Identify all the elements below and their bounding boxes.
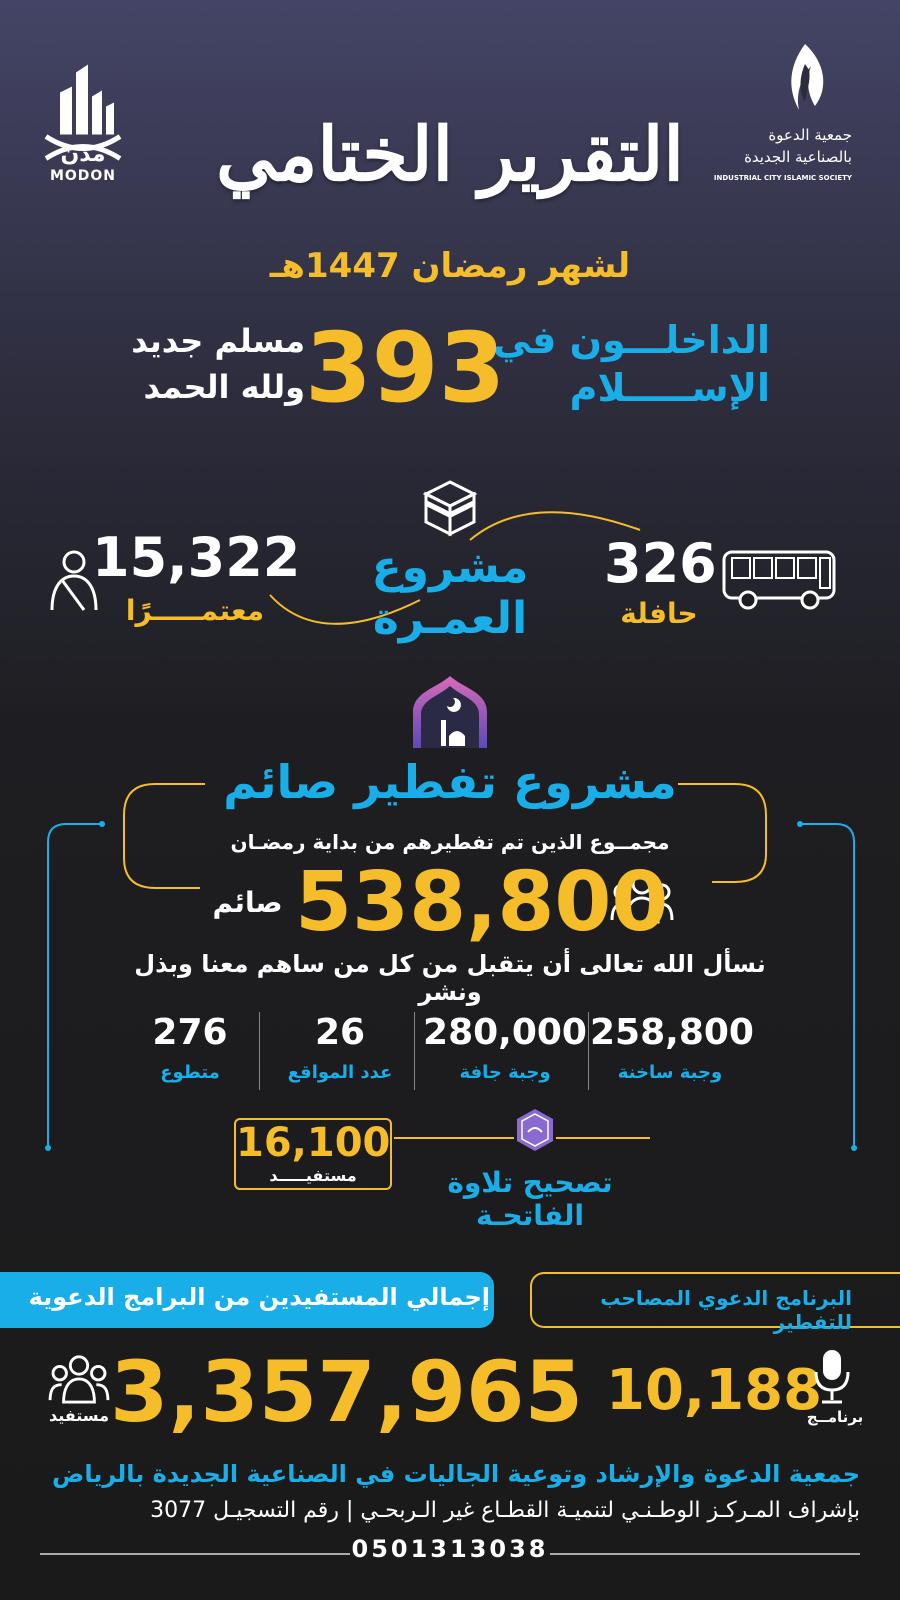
- converts-text-line1: مسلم جديد: [131, 322, 305, 360]
- pilgrims-number: 15,322: [92, 526, 301, 589]
- stat-value-volunteers: 276: [152, 1012, 228, 1053]
- stat-value-hot-meals: 258,800: [590, 1012, 754, 1053]
- iftar-number: 538,800: [295, 855, 669, 950]
- footer-supervision: بإشراف المـركـز الوطـنـي لتنميـة القطـاع غير الـربحـي | رقم التسجيـل 3077: [150, 1498, 860, 1523]
- report-title: التقرير الختامي: [216, 112, 684, 198]
- society-name-en: INDUSTRIAL CITY ISLAMIC SOCIETY: [713, 174, 852, 182]
- buses-label: حافلة: [620, 597, 698, 630]
- stat-value-dry-meals: 280,000: [423, 1012, 587, 1053]
- program-title: البرنامج الدعوي المصاحب للتفطير: [600, 1286, 852, 1334]
- fatiha-number: 16,100: [236, 1120, 391, 1166]
- society-name-ar-line1: جمعية الدعوة: [768, 126, 852, 144]
- modon-name-en: MODON: [49, 168, 117, 184]
- fatiha-title: تصحيح تلاوة الفاتحـة: [447, 1166, 613, 1232]
- iftar-title: مشروع تفطير صائم: [223, 755, 677, 809]
- converts-number: 393: [305, 312, 506, 424]
- converts-text-line2: ولله الحمد: [143, 368, 305, 406]
- society-name-ar-line2: بالصناعية الجديدة: [744, 148, 852, 166]
- stat-label-locations: عدد المواقع: [287, 1062, 393, 1083]
- footer-phone[interactable]: 0501313038: [351, 1535, 549, 1563]
- umrah-title: مشروع العمـرة: [371, 542, 529, 644]
- iftar-subtitle: مجمــوع الذين تم تفطيرهم من بداية رمضـان: [230, 830, 670, 854]
- mosque-arch-icon: [411, 676, 489, 748]
- footer-divider: [550, 1553, 860, 1555]
- microphone-icon: [812, 1348, 852, 1406]
- buses-number: 326: [604, 532, 717, 595]
- beneficiaries-title: إجمالي المستفيدين من البرامج الدعوية: [28, 1283, 490, 1311]
- footer-organization: جمعية الدعوة والإرشاد وتوعية الجاليات في الصناعية الجديدة بالرياض: [52, 1460, 860, 1488]
- total-beneficiaries-number: 3,357,965: [110, 1343, 583, 1441]
- converts-label-line2: الإســـــلام: [569, 366, 770, 410]
- pilgrims-label: معتمـــــرًا: [125, 594, 265, 627]
- stat-label-volunteers: متطوع: [160, 1062, 220, 1083]
- flame-logo-icon: [745, 40, 865, 120]
- program-count-unit: برنامــج: [806, 1408, 864, 1426]
- people-group-icon: [48, 1352, 110, 1404]
- program-count-number: 10,188: [606, 1358, 823, 1423]
- stat-label-hot-meals: وجبة ساخنة: [617, 1062, 723, 1083]
- modon-name-ar: مدن: [60, 142, 106, 167]
- total-beneficiaries-unit: مستفيد: [48, 1406, 109, 1425]
- iftar-unit: صائم: [212, 886, 283, 919]
- stat-value-locations: 26: [314, 1012, 366, 1053]
- fatiha-badge-icon: [516, 1108, 554, 1152]
- converts-label-line1: الداخلـــون في: [493, 318, 770, 362]
- fatiha-unit: مستفيـــــد: [269, 1166, 357, 1185]
- iftar-prayer: نسأل الله تعالى أن يتقبل من كل من ساهم معنا وبذل ونشر: [134, 950, 766, 1006]
- bus-icon: [718, 548, 840, 612]
- report-subtitle: لشهر رمضان 1447هـ: [269, 246, 631, 286]
- stat-label-dry-meals: وجبة جافة: [459, 1062, 551, 1083]
